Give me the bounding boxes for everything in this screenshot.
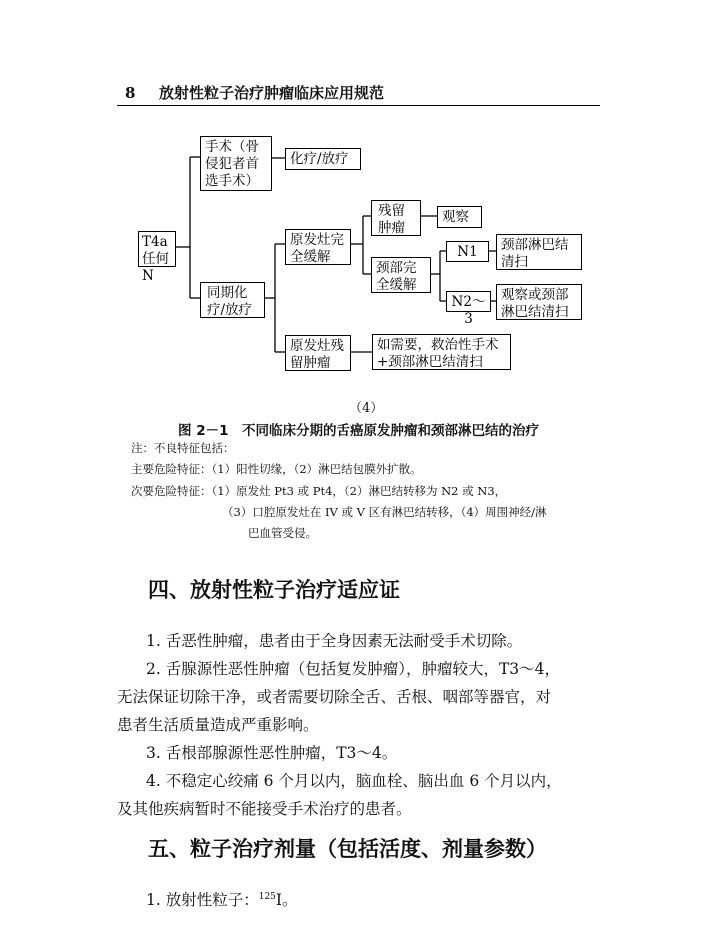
- paragraph-line: 2. 舌腺源性恶性肿瘤（包括复发肿瘤），肿瘤较大，T3～4，: [146, 660, 561, 678]
- section-heading: 四、放射性粒子治疗适应证: [148, 578, 400, 602]
- flowchart-connectors: [0, 0, 717, 400]
- paragraph-line: 患者生活质量造成严重影响。: [117, 716, 319, 734]
- paragraph-line: 无法保证切除干净，或者需要切除全舌、舌根、咽部等器官，对: [117, 688, 552, 706]
- figure-caption: 图 2－1 不同临床分期的舌癌原发肿瘤和颈部淋巴结的治疗: [178, 423, 539, 439]
- salvage-surgery-node: 如需要，救治性手术 +颈部淋巴结清扫: [372, 334, 511, 370]
- note-line: 注：不良特征包括：: [131, 441, 235, 455]
- paragraph-line: 3. 舌根部腺源性恶性肿瘤，T3～4。: [146, 744, 398, 762]
- note-line: 巴血管受侵。: [248, 526, 317, 540]
- isotope-mass-number: 125: [258, 892, 276, 902]
- primary-residual-node: 原发灶残 留肿瘤: [285, 335, 351, 371]
- residual-tumor-node: 残留 肿瘤: [371, 200, 421, 236]
- surgery-node: 手术（骨 侵犯者首 选手术）: [200, 136, 272, 191]
- concurrent-chemo-radio-node: 同期化 疗/放疗: [200, 282, 265, 318]
- observe-node: 观察: [437, 206, 482, 228]
- note-line: 次要危险特征：（1）原发灶 Pt3 或 Pt4，（2）淋巴结转移为 N2 或 N3，: [131, 484, 507, 498]
- root-node-t4a: T4a 任何N: [138, 231, 176, 267]
- item-prefix: 1. 放射性粒子：: [146, 891, 259, 910]
- n2-3-result-node: 观察或颈部 淋巴结清扫: [496, 284, 582, 320]
- section-heading: 五、粒子治疗剂量（包括活度、剂量参数）: [148, 837, 547, 861]
- n1-result-node: 颈部淋巴结 清扫: [496, 234, 582, 270]
- note-line: 主要危险特征：（1）阳性切缘，（2）淋巴结包膜外扩散。: [131, 462, 422, 476]
- paragraph-line: [146, 883, 298, 914]
- paragraph-line: 4. 不稳定心绞痛 6 个月以内，脑血栓、脑出血 6 个月以内，: [146, 772, 562, 790]
- page-number: 8: [125, 84, 136, 102]
- isotope-symbol: I: [275, 891, 283, 910]
- note-line: （3）口腔原发灶在 IV 或 V 区有淋巴结转移，（4）周围神经/淋: [222, 505, 547, 519]
- paragraph-line: 及其他疾病暂时不能接受手术治疗的患者。: [117, 800, 412, 818]
- n1-node: N1: [446, 241, 489, 262]
- paragraph-line: 1. 舌恶性肿瘤，患者由于全身因素无法耐受手术切除。: [146, 632, 523, 650]
- chemo-radio-node: 化疗/放疗: [285, 148, 361, 170]
- n2-3-node: N2～3: [446, 291, 491, 312]
- primary-complete-node: 原发灶完 全缓解: [285, 229, 351, 265]
- book-title: 放射性粒子治疗肿瘤临床应用规范: [159, 84, 385, 102]
- neck-complete-node: 颈部完 全缓解: [371, 257, 431, 293]
- item-suffix: 。: [282, 891, 298, 910]
- subfigure-label: （4）: [349, 401, 384, 416]
